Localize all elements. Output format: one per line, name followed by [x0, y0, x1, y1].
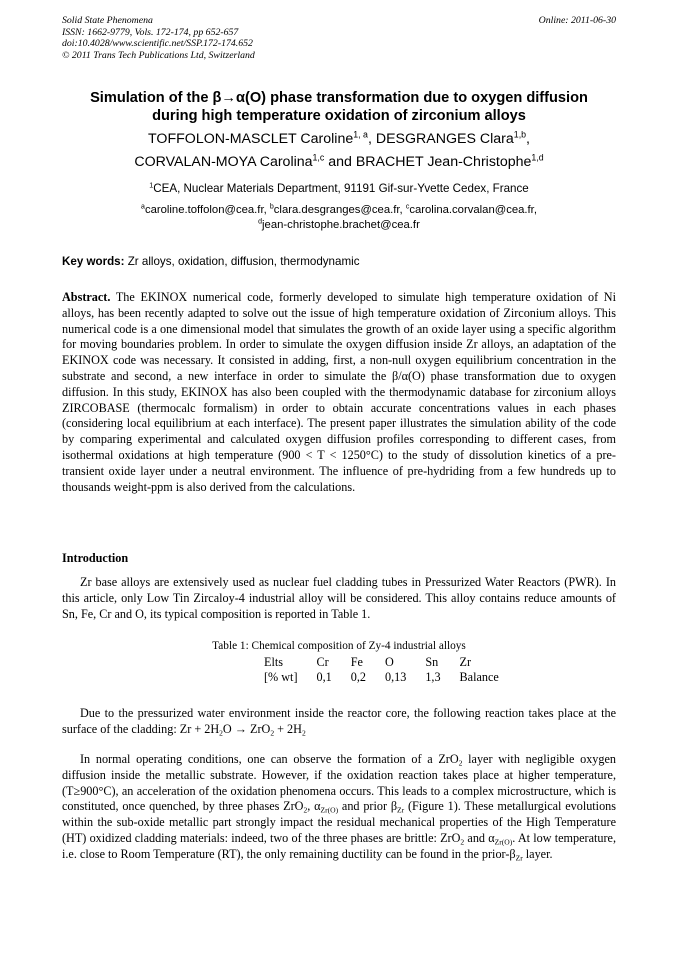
author-affiliation-marker: 1,b [513, 129, 527, 140]
table-cell: Cr [316, 655, 329, 669]
paragraph-text: + 2H [274, 721, 302, 736]
introduction-paragraph-3 [62, 752, 616, 863]
table-cell: Fe [350, 655, 363, 669]
table-1-composition [264, 655, 518, 685]
subscript: Zr [397, 805, 405, 815]
email-marker: c [405, 203, 410, 211]
abstract-text: The EKINOX numerical code, formerly developed to simulate high temperature oxidation of Ni alloys, has been recently adapted to solve out the issue of high temperature oxidation of Zirconium alloys. This numerical code is a one dimensional model that simulates the growth of an oxide layer using a specific algorithm for moving boundaries problem. In order to simulate the oxygen diffusion inside Zr alloys, an adaptation of the EKINOX code was necessary. It consisted in adding, first, a non-null oxygen equilibrium concentration in the substrate and second, a new interface in order to simulate the β/α(O) phase transformation due to oxygen diffusion. In this study, EKINOX has also been coupled with the thermodynamic database for zirconium alloys ZIRCOBASE (thermocalc formalism) in order to obtain accurate concentrations values in each phases (considering local equilibrium at each interface). The present paper illustrates the simulation ability of the code by comparing experimental and calculated oxygen diffusion profiles corresponding to different cases, from isothermal oxidations at high temperature (900 < T < 1250°C) to the study of dissolution kinetics of a pre-transient oxide layer under a neutral environment. The influence of pre-hydriding from a few hundreds up to thousands weight-ppm is also derived from the calculations. [62, 290, 616, 494]
subscript: 2 [460, 837, 465, 847]
paragraph-text: Due to the pressurized water environment inside the reactor core, the following reaction takes place at the surface of the cladding: Zr + 2H [62, 706, 616, 736]
abstract-label: Abstract. [62, 290, 111, 304]
table-cell: Sn [425, 655, 439, 669]
email-marker: a [141, 203, 145, 211]
subscript: 2 [270, 728, 275, 738]
table-cell: 0,2 [350, 670, 366, 684]
table-row [264, 670, 518, 685]
author-affiliation-marker: 1, a [353, 129, 368, 140]
subscript: 2 [301, 728, 306, 738]
journal-copyright: © 2011 Trans Tech Publications Ltd, Switzerland [62, 49, 255, 61]
table-cell: 0,13 [384, 670, 407, 684]
author-line-2 [40, 151, 638, 174]
table-cell: Zr [459, 655, 472, 669]
keywords-label: Key words: [62, 255, 125, 268]
paragraph-text: layer. [522, 846, 553, 861]
subscript: Zr [515, 853, 523, 863]
email-address: clara.desgranges@cea.fr [273, 204, 400, 216]
table-cell: 0,1 [316, 670, 332, 684]
keywords [62, 255, 616, 269]
paper-title-line-1: Simulation of the β→α(O) phase transformation due to oxygen diffusion [90, 90, 588, 106]
table-cell: Balance [459, 670, 499, 684]
affiliation-text: CEA, Nuclear Materials Department, 91191 Gif-sur-Yvette Cedex, France [153, 182, 529, 195]
author-list [40, 128, 638, 174]
introduction-paragraph-1: Zr base alloys are extensively used as nuclear fuel cladding tubes in Pressurized Water Reactors (PWR). In this article, only Low Tin Zircaloy-4 industrial alloy will be considered. This alloy contains reduce amounts of Sn, Fe, Cr and O, its typical composition is reported in Table 1. [62, 575, 616, 621]
abstract [62, 290, 616, 495]
introduction-paragraph-2 [62, 706, 616, 738]
author-emails: $^a$caroline.toffolon@cea.fr, $^b$clara.desgranges@cea.fr, $^c$carolina.corvalan@cea.fr, $^d$jean-christophe.brachet@cea.fr [141, 203, 537, 231]
paragraph-text: O → ZrO [222, 721, 271, 736]
journal-header [62, 15, 255, 61]
online-date [539, 15, 616, 27]
keywords-text: Zr alloys, oxidation, diffusion, thermodynamic [124, 255, 360, 268]
subscript: Zr(O) [494, 837, 513, 847]
author-line-1 [40, 128, 638, 151]
affiliation [40, 181, 638, 196]
author-separator: , [367, 131, 376, 147]
paragraph-text: layer with negligible oxygen diffusion inside the metallic substrate. However, if the oxidation reaction takes place at higher temperature, (T≥900°C), an acceleration of the oxidation phenomena occurs. This leads to a complex microstructure, which is constituted, once quenched, by three phases ZrO [62, 752, 616, 814]
affiliation-marker: 1 [149, 180, 154, 190]
table-cell: [% wt] [264, 670, 298, 684]
paragraph-text: In normal operating conditions, one can observe the formation of a ZrO [80, 752, 459, 766]
subscript: 2 [458, 758, 463, 768]
author-affiliation-marker: 1,c [312, 152, 325, 163]
paper-title-line-2: during high temperature oxidation of zirconium alloys [152, 108, 526, 124]
journal-doi: doi:10.4028/www.scientific.net/SSP.172-174.652 [62, 38, 253, 50]
paragraph-text: , α [307, 799, 321, 814]
online-date-text: Online: 2011-06-30 [538, 15, 616, 26]
table-header-row [264, 655, 518, 670]
email-marker: b [269, 203, 274, 211]
email-marker: d [258, 218, 263, 226]
table-cell: 1,3 [425, 670, 441, 684]
author-name: TOFFOLON-MASCLET Caroline [148, 131, 354, 147]
paragraph-text: (Figure 1). These metallurgical evolutions within the sub-oxide metallic part strongly impact the residual mechanical properties of the High Temperature (HT) oxidized cladding materials: indeed, two of the three phases are brittle: ZrO [62, 799, 617, 845]
author-separator: , [526, 131, 530, 147]
table-1-caption: Table 1: Chemical composition of Zy-4 industrial alloys [212, 640, 466, 652]
email-address: carolina.corvalan@cea.fr [409, 204, 534, 216]
introduction-heading: Introduction [62, 551, 129, 565]
subscript: Zr(O) [320, 805, 339, 815]
subscript: 2 [303, 805, 308, 815]
author-name: DESGRANGES Clara [375, 131, 514, 147]
email-address: jean-christophe.brachet@cea.fr [262, 219, 420, 231]
paragraph-text: and α [464, 830, 495, 845]
author-affiliation-marker: 1,d [531, 152, 544, 163]
author-name: BRACHET Jean-Christophe [355, 154, 532, 170]
author-separator: and [324, 154, 356, 170]
email-address: caroline.toffolon@cea.fr [144, 204, 264, 216]
journal-name: Solid State Phenomena [62, 15, 153, 26]
paper-title [40, 89, 638, 125]
paragraph-text: . At low temperature, i.e. close to Room Temperature (RT), the only remaining ductility can be found in the prior-β [62, 830, 617, 861]
author-name: CORVALAN-MOYA Carolina [134, 154, 313, 170]
subscript: 2 [219, 728, 223, 738]
journal-issn: ISSN: 1662-9779, Vols. 172-174, pp 652-657 [62, 26, 239, 38]
paragraph-text: and prior β [338, 799, 398, 814]
table-cell: O [384, 655, 394, 669]
table-cell: Elts [264, 655, 283, 669]
